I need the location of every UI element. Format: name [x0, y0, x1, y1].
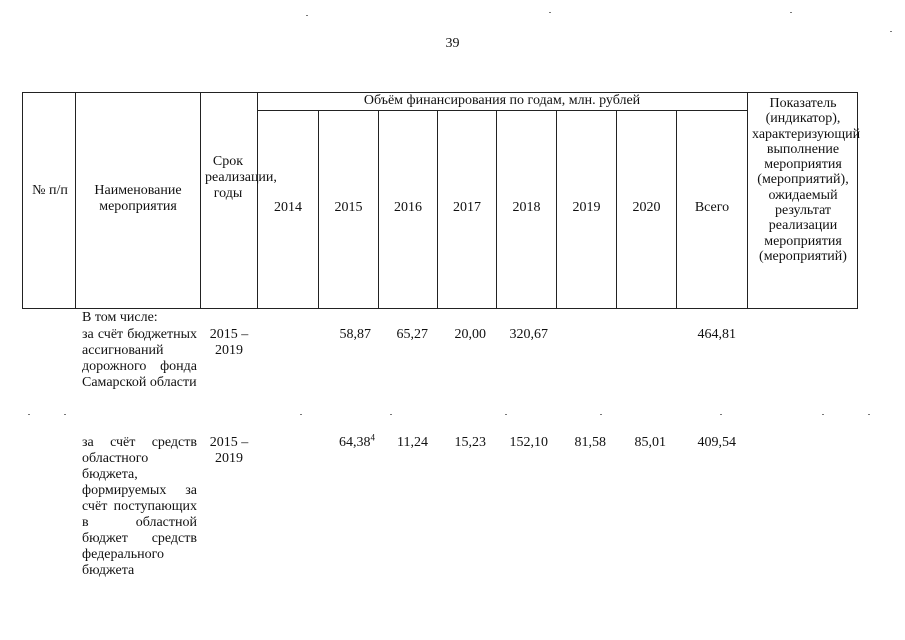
row-2-value-text: 64,38	[339, 435, 371, 450]
including-label: В том числе:	[82, 310, 158, 325]
row-2-term: 2015 – 2019	[209, 435, 249, 466]
header-col-funding: Объём финансирования по годам, млн. рублей	[363, 93, 641, 108]
scan-speck	[600, 414, 602, 415]
row-2-value: 85,01	[634, 435, 666, 450]
row-1-value: 58,87	[339, 327, 371, 342]
row-2-total: 409,54	[697, 435, 736, 450]
row-1-value: 20,00	[454, 327, 486, 342]
divider	[747, 92, 748, 308]
page-number: 39	[445, 36, 460, 51]
row-2-value	[318, 432, 375, 451]
divider	[200, 92, 201, 308]
header-col-indicator: Показатель (индикатор), характеризующий выполнение мероприятия (мероприятий), ожидаемый результат реализации мероприятия (мероприятий)	[752, 96, 861, 264]
scan-speck	[28, 414, 30, 415]
scan-speck	[64, 414, 66, 415]
scan-speck	[720, 414, 722, 415]
header-col-name: Наименование мероприятия	[94, 183, 182, 214]
header-year: 2019	[572, 200, 601, 215]
row-2-name: за счёт средств областного бюджета, формируемых за счёт поступающих в областной бюджет средств федерального бюджета	[82, 435, 197, 578]
scan-speck	[306, 15, 308, 16]
scan-speck	[549, 12, 551, 13]
header-year: 2014	[274, 200, 302, 215]
scan-speck	[890, 31, 892, 32]
header-year: 2017	[453, 200, 481, 215]
row-1-total: 464,81	[697, 327, 736, 342]
row-2-value: 152,10	[509, 435, 548, 450]
row-2-value: 81,58	[574, 435, 606, 450]
scan-speck	[505, 414, 507, 415]
scan-speck	[300, 414, 302, 415]
header-col-term: Срок реализации, годы	[205, 154, 277, 201]
footnote-mark: 4	[370, 432, 375, 443]
header-year: 2015	[334, 200, 363, 215]
scan-speck	[390, 414, 392, 415]
scan-speck	[822, 414, 824, 415]
divider	[75, 92, 76, 308]
divider	[257, 110, 747, 111]
header-year: 2020	[632, 200, 661, 215]
row-1-name: за счёт бюджетных ассигнований дорожного фонда Самарской области	[82, 327, 197, 390]
header-col-no: № п/п	[32, 183, 68, 198]
row-1-value: 320,67	[509, 327, 548, 342]
row-2-value: 11,24	[397, 435, 428, 450]
row-2-value: 15,23	[454, 435, 486, 450]
scan-speck	[868, 414, 870, 415]
header-col-total: Всего	[694, 200, 730, 215]
row-1-value: 65,27	[396, 327, 428, 342]
scan-speck	[790, 12, 792, 13]
header-year: 2018	[512, 200, 541, 215]
header-year: 2016	[394, 200, 422, 215]
row-1-term: 2015 – 2019	[209, 327, 249, 358]
